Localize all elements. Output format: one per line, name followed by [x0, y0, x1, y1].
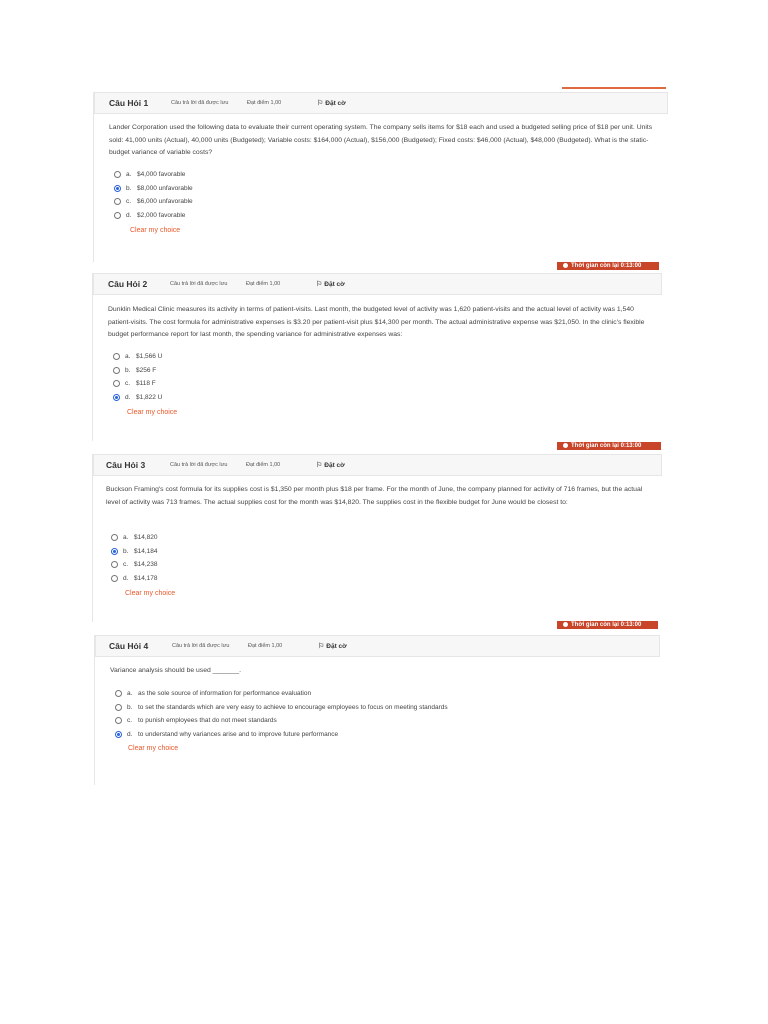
radio-button[interactable] — [114, 198, 121, 205]
flag-question-button[interactable] — [316, 461, 345, 469]
answer-letter: a. — [127, 690, 133, 698]
clock-icon — [563, 443, 568, 448]
answer-letter: d. — [125, 393, 131, 401]
top-accent-line — [562, 87, 666, 89]
question-header — [93, 273, 662, 295]
answer-letter: a. — [126, 171, 132, 179]
answer-text: as the sole source of information for performance evaluation — [138, 690, 312, 698]
radio-button[interactable] — [113, 380, 120, 387]
radio-button[interactable] — [111, 534, 118, 541]
radio-button[interactable] — [113, 394, 120, 401]
radio-button[interactable] — [115, 704, 122, 711]
answer-letter: b. — [125, 366, 131, 374]
question-text: Lander Corporation used the following data to evaluate their current operating system. The company sells items for $18 each and used a budgeted selling price of $18 per unit. Units sold: 41,000 units (Actual), 40,000 units (Budgeted); Variable costs: $164,000 (Actual), $156,000 (Budgeted); Fixed costs: $46,000 (Actual), $48,000 (Budgeted). What is the static-budget variance of variable costs? — [109, 124, 653, 156]
question-header — [94, 92, 668, 114]
question-3 — [92, 454, 662, 622]
question-text: Variance analysis should be used _______. — [110, 667, 241, 674]
answer-list — [113, 350, 162, 404]
question-2 — [92, 273, 662, 441]
question-title: Câu Hỏi 4 — [109, 641, 149, 651]
question-status: Câu trả lời đã được lưu — [170, 281, 228, 287]
flag-icon: ⚐ — [318, 643, 325, 650]
clear-my-choice-link[interactable]: Clear my choice — [127, 409, 178, 416]
timer-banner — [557, 262, 659, 270]
radio-button[interactable] — [114, 171, 121, 178]
answer-letter: a. — [123, 534, 129, 542]
answer-option-a[interactable] — [114, 168, 193, 182]
answer-option-d[interactable] — [111, 572, 158, 586]
answer-option-b[interactable] — [113, 364, 162, 378]
question-grade: Đạt điểm 1,00 — [246, 281, 281, 287]
answer-text: to set the standards which are very easy to achieve to encourage employees to focus on meeting standards — [138, 703, 448, 711]
answer-text: $4,000 favorable — [137, 171, 186, 179]
clock-icon — [563, 263, 568, 268]
question-title: Câu Hỏi 3 — [106, 460, 146, 470]
timer-label: Thời gian còn lại 0:13:00 — [571, 443, 642, 449]
flag-question-button[interactable] — [318, 642, 347, 650]
question-title: Câu Hỏi 2 — [108, 279, 148, 289]
flag-label: Đặt cờ — [325, 100, 346, 107]
answer-option-d[interactable] — [114, 209, 193, 223]
clock-icon — [563, 622, 568, 627]
flag-label: Đặt cờ — [324, 281, 345, 288]
question-title: Câu Hỏi 1 — [109, 98, 149, 108]
answer-text: $14,820 — [134, 534, 158, 542]
answer-option-d[interactable] — [115, 728, 448, 742]
answer-text: to understand why variances arise and to improve future performance — [138, 730, 339, 738]
answer-option-c[interactable] — [114, 195, 193, 209]
answer-text: $1,566 U — [136, 353, 163, 361]
clear-my-choice-link[interactable]: Clear my choice — [128, 745, 179, 752]
answer-text: $8,000 unfavorable — [137, 184, 193, 192]
flag-icon: ⚐ — [316, 462, 323, 469]
question-1 — [93, 92, 668, 262]
radio-button[interactable] — [111, 561, 118, 568]
radio-button[interactable] — [114, 185, 121, 192]
answer-letter: c. — [125, 380, 131, 388]
answer-text: $14,178 — [134, 574, 158, 582]
radio-button[interactable] — [115, 731, 122, 738]
answer-option-c[interactable] — [111, 558, 158, 572]
question-4 — [94, 635, 660, 785]
answer-letter: d. — [127, 730, 133, 738]
question-text: Dunklin Medical Clinic measures its activity in terms of patient-visits. Last month, the budgeted level of activity was 1,620 patient-visits and the actual level of activity was 1,540 patient-visits. The cost formula for administrative expenses is $3.20 per patient-visit plus $14,300 per month. The actual administrative expense was $21,050. In the clinic's flexible budget performance report for last month, the spending variance for administrative expenses was: — [108, 306, 645, 338]
timer-banner — [557, 442, 661, 450]
clear-my-choice-link[interactable]: Clear my choice — [130, 227, 181, 234]
timer-label: Thời gian còn lại 0:13:00 — [571, 622, 642, 628]
answer-option-d[interactable] — [113, 391, 162, 405]
flag-icon: ⚐ — [316, 281, 323, 288]
answer-letter: b. — [123, 547, 129, 555]
answer-text: $256 F — [136, 366, 157, 374]
answer-letter: b. — [127, 703, 133, 711]
flag-icon: ⚐ — [317, 100, 324, 107]
answer-letter: c. — [126, 198, 132, 206]
answer-letter: c. — [123, 561, 129, 569]
answer-letter: d. — [123, 574, 129, 582]
question-status: Câu trả lời đã được lưu — [172, 643, 230, 649]
question-status: Câu trả lời đã được lưu — [171, 100, 229, 106]
answer-option-c[interactable] — [115, 714, 448, 728]
question-status: Câu trả lời đã được lưu — [170, 462, 228, 468]
answer-letter: b. — [126, 184, 132, 192]
answer-text: $2,000 favorable — [137, 211, 186, 219]
question-header — [93, 454, 662, 476]
radio-button[interactable] — [113, 353, 120, 360]
question-header — [95, 635, 660, 657]
flag-question-button[interactable] — [316, 280, 345, 288]
answer-text: $14,238 — [134, 561, 158, 569]
answer-text: to punish employees that do not meet standards — [138, 717, 277, 725]
radio-button[interactable] — [115, 690, 122, 697]
question-grade: Đạt điểm 1,00 — [247, 100, 282, 106]
flag-label: Đặt cờ — [326, 643, 347, 650]
timer-label: Thời gian còn lại 0:13:00 — [571, 263, 642, 269]
radio-button[interactable] — [113, 367, 120, 374]
answer-option-c[interactable] — [113, 377, 162, 391]
answer-letter: c. — [127, 717, 133, 725]
radio-button[interactable] — [111, 548, 118, 555]
answer-option-b[interactable] — [114, 182, 193, 196]
timer-banner — [557, 621, 658, 629]
answer-text: $1,822 U — [136, 393, 163, 401]
answer-option-a[interactable] — [111, 531, 158, 545]
answer-letter: d. — [126, 211, 132, 219]
flag-question-button[interactable] — [317, 99, 346, 107]
clear-my-choice-link[interactable]: Clear my choice — [125, 590, 176, 597]
question-text: Buckson Framing's cost formula for its supplies cost is $1,350 per month plus $18 per frame. For the month of June, the company planned for activity of 716 frames, but the actual level of activity was 713 frames. The actual supplies cost for the month was $14,820. The supplies cost in the flexible budget for June would be closest to: — [106, 486, 643, 506]
answer-letter: a. — [125, 353, 131, 361]
question-grade: Đạt điểm 1,00 — [246, 462, 281, 468]
flag-label: Đặt cờ — [324, 462, 345, 469]
answer-option-b[interactable] — [111, 545, 158, 559]
answer-option-a[interactable] — [113, 350, 162, 364]
question-grade: Đạt điểm 1,00 — [248, 643, 283, 649]
answer-text: $6,000 unfavorable — [137, 198, 193, 206]
answer-list — [111, 531, 158, 585]
answer-option-b[interactable] — [115, 701, 448, 715]
answer-text: $14,184 — [134, 547, 158, 555]
answer-option-a[interactable] — [115, 687, 448, 701]
radio-button[interactable] — [111, 575, 118, 582]
answer-text: $118 F — [136, 380, 156, 388]
radio-button[interactable] — [115, 717, 122, 724]
radio-button[interactable] — [114, 212, 121, 219]
answer-list — [114, 168, 193, 222]
answer-list — [115, 687, 448, 741]
